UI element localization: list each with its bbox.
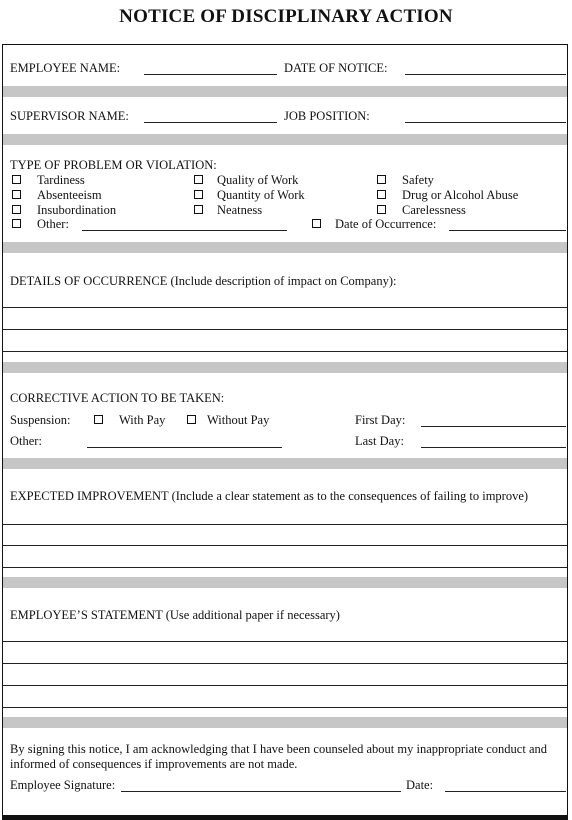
section-divider [3, 362, 567, 373]
improvement-writing-line[interactable] [3, 567, 567, 568]
job-position-field[interactable] [405, 122, 566, 123]
with-pay-label: With Pay [119, 413, 166, 427]
tardiness-label: Tardiness [37, 173, 85, 187]
signature-date-field[interactable] [445, 791, 566, 792]
safety-label: Safety [402, 173, 434, 187]
employee-signature-field[interactable] [121, 791, 401, 792]
quality-of-work-label: Quality of Work [217, 173, 299, 187]
disciplinary-form [2, 44, 568, 820]
safety-checkbox[interactable] [377, 175, 386, 184]
section-divider [3, 134, 567, 145]
suspension-label: Suspension: [10, 413, 71, 427]
employee-name-field[interactable] [144, 74, 277, 75]
other-problem-label: Other: [37, 217, 69, 231]
section-divider [3, 717, 567, 728]
acknowledgement-text-line2: informed of consequences if improvements are not made. [10, 757, 298, 771]
section-divider [3, 458, 567, 469]
date-of-notice-label: DATE OF NOTICE: [284, 61, 388, 75]
section-divider [3, 242, 567, 253]
employee-signature-label: Employee Signature: [10, 778, 116, 792]
insubordination-label: Insubordination [37, 203, 117, 217]
other-problem-field[interactable] [82, 230, 287, 231]
details-writing-line[interactable] [3, 351, 567, 352]
insubordination-checkbox[interactable] [12, 205, 21, 214]
section-divider [3, 86, 567, 97]
with-pay-checkbox[interactable] [94, 415, 103, 424]
problem-heading: TYPE OF PROBLEM OR VIOLATION: [10, 158, 217, 172]
acknowledgement-text-line1: By signing this notice, I am acknowledging that I have been counseled about my inappropriate conduct and [10, 742, 548, 756]
improvement-writing-line[interactable] [3, 545, 567, 546]
statement-writing-line[interactable] [3, 707, 567, 708]
employee-name-label: EMPLOYEE NAME: [10, 61, 121, 75]
last-day-field[interactable] [421, 447, 566, 448]
drug-alcohol-label: Drug or Alcohol Abuse [402, 188, 519, 202]
date-of-occurrence-checkbox[interactable] [312, 219, 321, 228]
improvement-writing-line[interactable] [3, 524, 567, 525]
date-of-occurrence-field[interactable] [449, 230, 566, 231]
supervisor-name-field[interactable] [144, 122, 277, 123]
other-action-field[interactable] [87, 447, 282, 448]
signature-date-label: Date: [406, 778, 434, 792]
statement-writing-line[interactable] [3, 641, 567, 642]
absenteeism-checkbox[interactable] [12, 190, 21, 199]
without-pay-checkbox[interactable] [187, 415, 196, 424]
statement-writing-line[interactable] [3, 685, 567, 686]
page-title: NOTICE OF DISCIPLINARY ACTION [119, 6, 453, 27]
carelessness-label: Carelessness [402, 203, 466, 217]
details-heading: DETAILS OF OCCURRENCE (Include description of impact on Company): [10, 274, 397, 288]
improvement-heading: EXPECTED IMPROVEMENT (Include a clear statement as to the consequences of failing to improve) [10, 489, 529, 503]
other-problem-checkbox[interactable] [12, 219, 21, 228]
date-of-occurrence-label: Date of Occurrence: [335, 217, 437, 231]
date-of-notice-field[interactable] [405, 74, 566, 75]
last-day-label: Last Day: [355, 434, 404, 448]
without-pay-label: Without Pay [207, 413, 270, 427]
details-writing-line[interactable] [3, 307, 567, 308]
neatness-label: Neatness [217, 203, 263, 217]
form-bottom-border [2, 815, 568, 820]
section-divider [3, 577, 567, 588]
first-day-label: First Day: [355, 413, 406, 427]
statement-heading: EMPLOYEE’S STATEMENT (Use additional paper if necessary) [10, 608, 340, 622]
corrective-heading: CORRECTIVE ACTION TO BE TAKEN: [10, 391, 225, 405]
first-day-field[interactable] [421, 426, 566, 427]
quantity-of-work-label: Quantity of Work [217, 188, 305, 202]
quantity-of-work-checkbox[interactable] [194, 190, 203, 199]
statement-writing-line[interactable] [3, 663, 567, 664]
details-writing-line[interactable] [3, 329, 567, 330]
carelessness-checkbox[interactable] [377, 205, 386, 214]
supervisor-name-label: SUPERVISOR NAME: [10, 109, 129, 123]
job-position-label: JOB POSITION: [284, 109, 370, 123]
absenteeism-label: Absenteeism [37, 188, 102, 202]
neatness-checkbox[interactable] [194, 205, 203, 214]
quality-of-work-checkbox[interactable] [194, 175, 203, 184]
other-action-label: Other: [10, 434, 42, 448]
tardiness-checkbox[interactable] [12, 175, 21, 184]
drug-alcohol-checkbox[interactable] [377, 190, 386, 199]
